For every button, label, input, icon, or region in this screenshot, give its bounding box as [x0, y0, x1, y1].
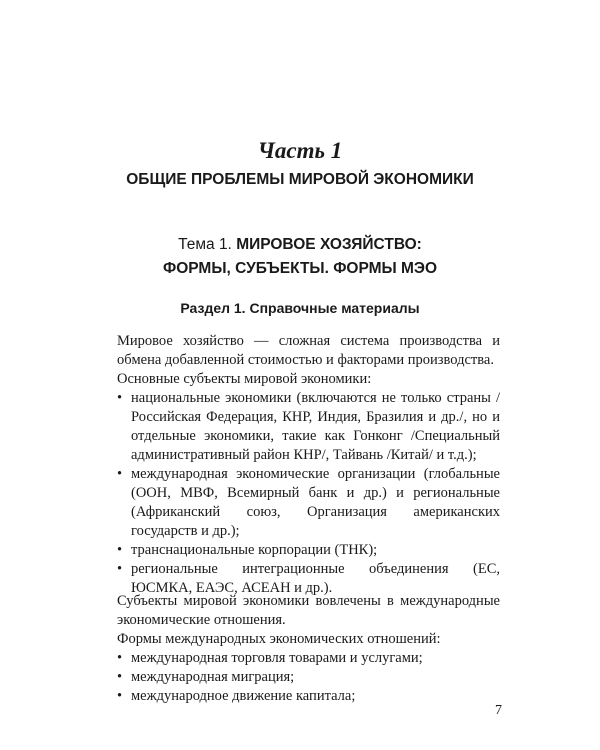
list-item: • национальные экономики (включаются не только страны /Российская Федерация, КНР, Индия, Бразилия и др./, но и отдельные экономики, такие как Гонконг /Специальный административный район КНР/, Тайвань /Китай/ и т.д.); — [117, 389, 500, 465]
body-block-1 — [117, 332, 500, 598]
part-subtitle: ОБЩИЕ ПРОБЛЕМЫ МИРОВОЙ ЭКОНОМИКИ — [126, 171, 474, 188]
section-title: Раздел 1. Справочные материалы — [180, 300, 420, 316]
page-number: 7 — [495, 703, 502, 718]
list-item: • международная торговля товарами и услугами; — [117, 649, 500, 668]
list-item: • международная миграция; — [117, 668, 500, 687]
paragraph-subjects-intro: Основные субъекты мировой экономики: — [117, 371, 372, 387]
paragraph-forms-intro: Формы международных экономических отношений: — [117, 631, 441, 647]
part-title: Часть 1 — [257, 138, 343, 163]
topic-line-1 — [0, 233, 600, 257]
forms-list — [117, 649, 500, 706]
body-block-2 — [117, 592, 500, 706]
topic-title-line-2: ФОРМЫ, СУБЪЕКТЫ. ФОРМЫ МЭО — [162, 260, 438, 277]
paragraph-relations: Субъекты мировой экономики вовлечены в международные экономические отношения. — [117, 593, 500, 628]
topic-title-line-1: МИРОВОЕ ХОЗЯЙСТВО: — [236, 236, 422, 253]
list-item: • международная экономические организации (глобальные (ООН, МВФ, Всемирный банк и др.) и региональные (Африканский союз, Организация американских государств и др.); — [117, 465, 500, 541]
topic-prefix: Тема 1. — [178, 236, 237, 253]
topic-heading — [0, 233, 600, 281]
paragraph-definition: Мировое хозяйство — сложная система производства и обмена добавленной стоимостью и факторами производства. — [117, 333, 500, 368]
list-item: • транснациональные корпорации (ТНК); — [117, 541, 500, 560]
list-item: • региональные интеграционные объединения (ЕС, ЮСМКА, ЕАЭС, АСЕАН и др.). — [117, 560, 500, 598]
subjects-list — [117, 389, 500, 598]
list-item: • международное движение капитала; — [117, 687, 500, 706]
